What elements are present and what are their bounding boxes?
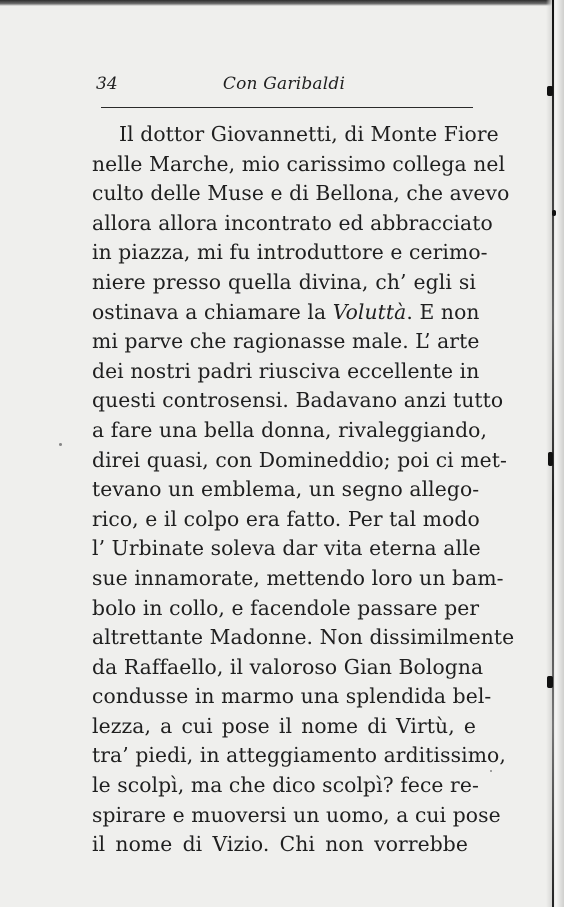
text-line: tevano un emblema, un segno allego- <box>92 477 480 502</box>
text-line: le scolpì, ma che dico scolpì? fece re- <box>92 773 479 798</box>
text-line: l’ Urbinate soleva dar vita eterna alle <box>92 536 481 561</box>
text-line: rico, e il colpo era fatto. Per tal modo <box>92 506 480 531</box>
text-line: sue innamorate, mettendo loro un bam- <box>92 565 504 590</box>
header-rule <box>101 107 473 108</box>
text-line: Il dottor Giovannetti, di Monte Fiore <box>119 122 499 146</box>
text-line: allora allora incontrato ed abbracciato <box>92 210 493 235</box>
edge-mark <box>547 86 553 96</box>
edge-mark <box>552 210 556 216</box>
text-line: niere presso quella divina, ch’ egli si <box>92 269 476 294</box>
text-line: culto delle Muse e di Bellona, che avevo <box>92 181 510 206</box>
text-line: a fare una bella donna, rivaleggiando, <box>92 417 488 442</box>
paper-fleck <box>59 443 62 446</box>
text-line: tra’ piedi, in atteggiamento arditissimo, <box>92 743 506 768</box>
text-line: in piazza, mi fu introduttore e cerimo- <box>92 240 488 265</box>
text-line: condusse in marmo una splendida bel- <box>92 684 492 709</box>
italic-word: Voluttà <box>332 299 407 324</box>
text-line: da Raffaello, il valoroso Gian Bologna <box>92 654 484 679</box>
text-line: direi quasi, con Domineddio; poi ci met- <box>92 447 507 472</box>
text-line: spirare e muoversi un uomo, a cui pose <box>92 802 501 827</box>
running-title: Con Garibaldi <box>222 74 346 94</box>
text-line: il nome di Vizio. Chi non vorrebbe <box>92 832 468 857</box>
text-line: nelle Marche, mio carissimo collega nel <box>92 151 506 176</box>
text-line: dei nostri padri riusciva eccellente in <box>92 358 480 383</box>
text-line: questi controsensi. Badavano anzi tutto <box>92 388 504 413</box>
text-line: lezza, a cui pose il nome di Virtù, e <box>92 713 476 738</box>
text-line: bolo in collo, e facendole passare per <box>92 595 480 620</box>
paper-fleck <box>490 770 492 772</box>
page-number: 34 <box>96 74 118 94</box>
page-top-shadow <box>0 0 564 6</box>
text-line: ostinava a chiamare la Voluttà. E non <box>92 299 480 324</box>
body-text <box>92 120 515 860</box>
text-line: mi parve che ragionasse male. L’ arte <box>92 329 480 354</box>
page-header <box>96 74 472 100</box>
edge-mark <box>548 452 553 466</box>
edge-mark <box>547 676 553 688</box>
text-line: altrettante Madonne. Non dissimilmente <box>92 625 515 650</box>
